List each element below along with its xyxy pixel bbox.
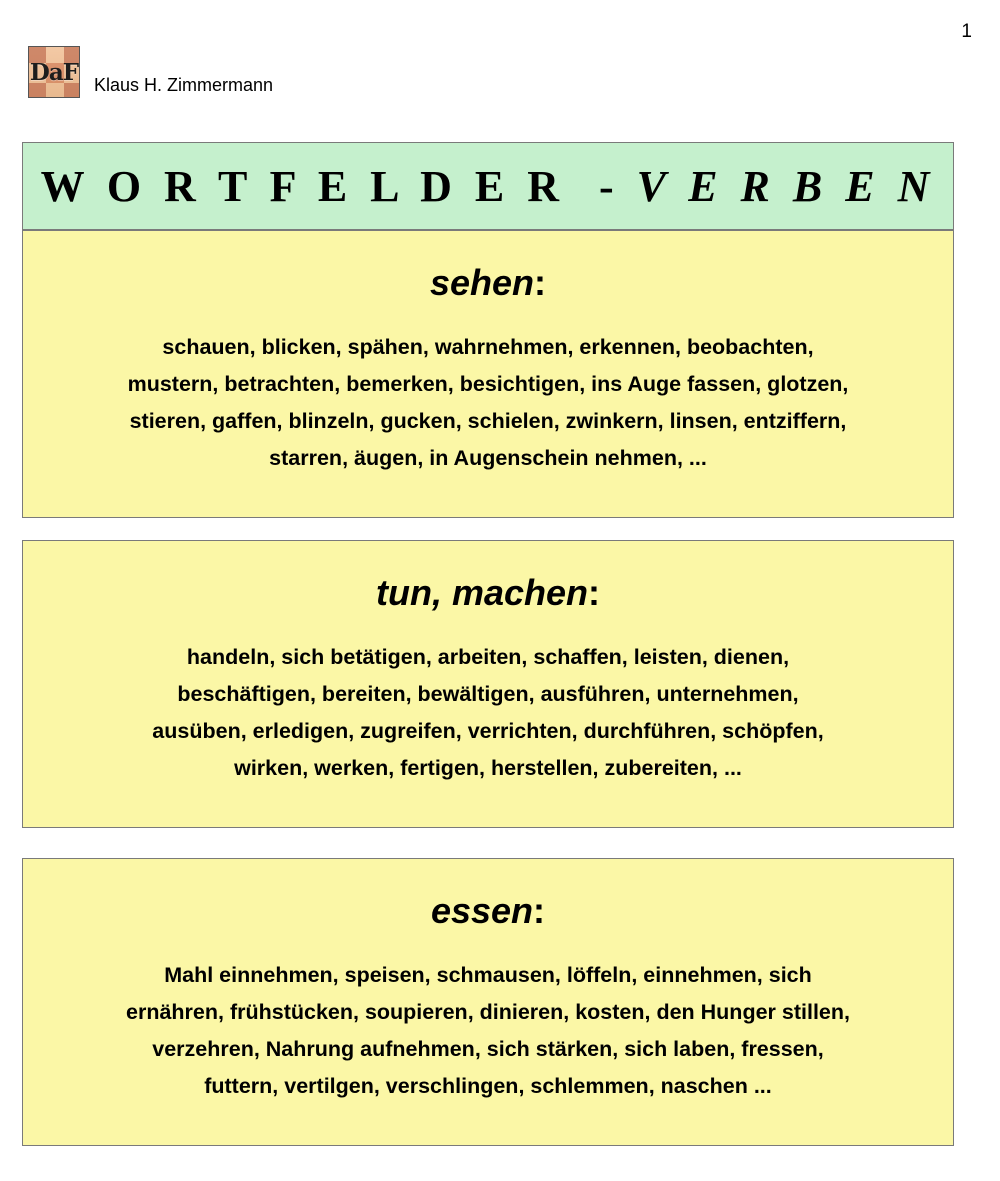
page-title-emphasis: V E R B E N [636,161,936,211]
word-field-colon: : [533,890,546,931]
word-field-heading [43,573,933,613]
word-field-colon: : [588,572,601,613]
word-line: futtern, vertilgen, verschlingen, schlemmen, naschen ... [204,1073,772,1098]
word-line: verzehren, Nahrung aufnehmen, sich stärken, sich laben, fressen, [152,1036,824,1061]
word-field-words [43,957,933,1105]
word-field-colon: : [534,262,547,303]
word-line: beschäftigen, bereiten, bewältigen, ausführen, unternehmen, [177,681,799,706]
word-field-heading [43,263,933,303]
word-line: Mahl einnehmen, speisen, schmausen, löffeln, einnehmen, sich [164,962,812,987]
document-header [28,46,273,98]
word-field-headword: sehen [429,262,535,303]
author-name: Klaus H. Zimmermann [94,75,274,95]
daf-logo-text: DaF [29,58,79,86]
word-line: wirken, werken, fertigen, herstellen, zubereiten, ... [234,755,742,780]
word-line: ausüben, erledigen, zugreifen, verrichten, durchführen, schöpfen, [152,718,824,743]
word-field-tun-machen [22,540,954,828]
word-field-headword: tun, machen [375,572,589,613]
word-field-essen [22,858,954,1146]
word-line: handeln, sich betätigen, arbeiten, schaffen, leisten, dienen, [186,644,790,669]
document-title-box [22,142,954,230]
word-line: schauen, blicken, spähen, wahrnehmen, erkennen, beobachten, [162,334,814,359]
word-line: stieren, gaffen, blinzeln, gucken, schielen, zwinkern, linsen, entziffern, [129,408,847,433]
word-line: mustern, betrachten, bemerken, besichtigen, ins Auge fassen, glotzen, [127,371,849,396]
word-line: ernähren, frühstücken, soupieren, dinieren, kosten, den Hunger stillen, [126,999,850,1024]
word-field-heading [43,891,933,931]
word-field-words [43,329,933,477]
daf-logo-icon [28,46,80,98]
word-line: starren, äugen, in Augenschein nehmen, ... [269,445,707,470]
page-title-main: W O R T F E L D E R - [40,161,637,211]
word-field-headword: essen [430,890,534,931]
page-title [41,161,936,212]
word-field-sehen [22,230,954,518]
page-number: 1 [961,21,972,42]
word-field-words [43,639,933,787]
